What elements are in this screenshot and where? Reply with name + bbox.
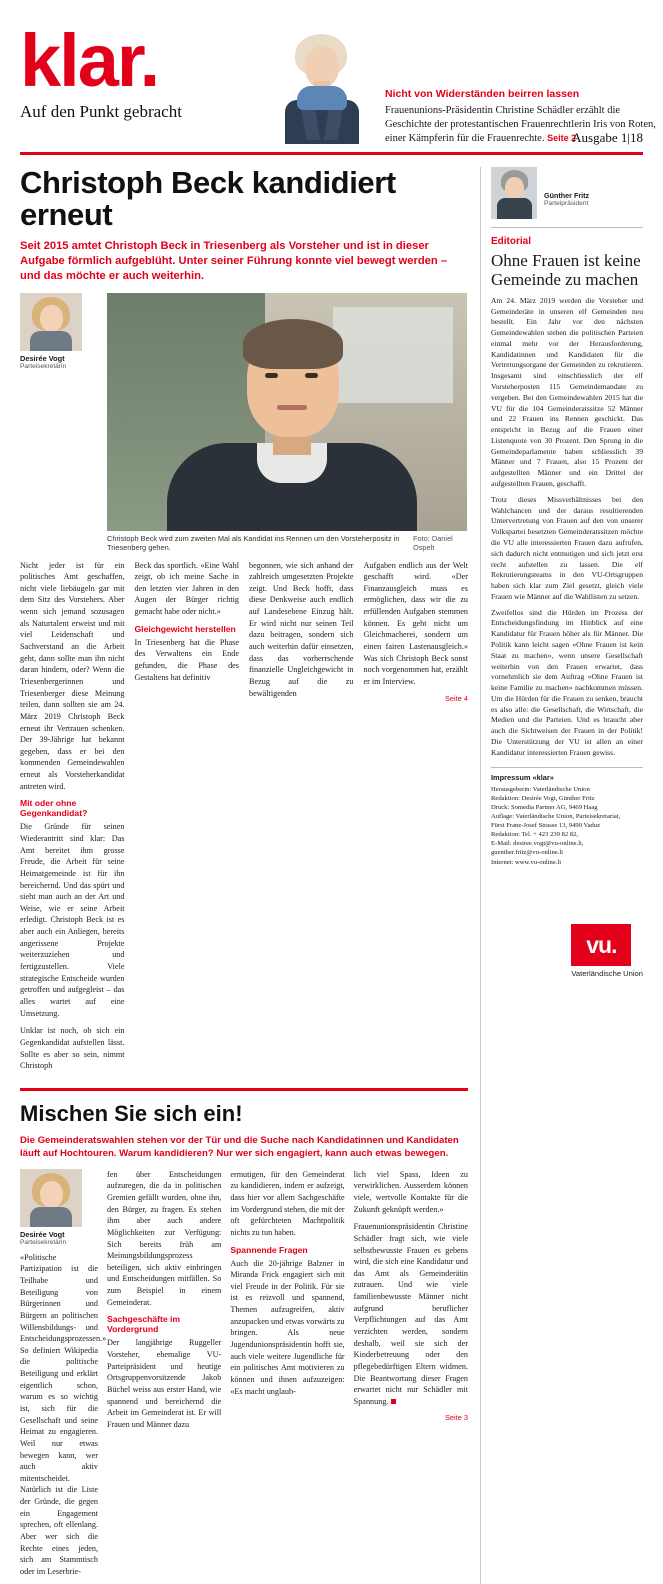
byline — [20, 1169, 98, 1246]
editorial-column — [480, 167, 643, 1584]
impressum-line[interactable]: Internet: www.vu-online.li — [491, 858, 562, 866]
main-grid — [20, 167, 643, 1584]
paragraph: Unklar ist noch, ob sich ein Gegenkandidat aufstellen lässt. Sollte es aber so sein, nimmt Christoph — [20, 1026, 125, 1071]
impressum-title: Impressum «klar» — [491, 772, 554, 782]
impressum-line[interactable]: guenther.fritz@vu-online.li — [491, 849, 563, 857]
editorial-label: Editorial — [491, 236, 532, 247]
paragraph: Der langjährige Ruggeller Vorsteher, ehemalige VU-Parteipräsident und heutige Ortsgruppenvorsitzende Jakob Büchel weiss aus erster Hand, wie spannend und bereichernd die Arbeit im Gemeinderat ist. Er will Frauen und Männer dazu — [107, 1338, 222, 1429]
impressum-line: Auflage: Vaterländische Union, Parteisekretariat, — [491, 813, 621, 821]
face-shape — [40, 305, 63, 332]
subheading: Mit oder ohne Gegenkandidat? — [20, 798, 88, 819]
photo-window-shape — [333, 307, 453, 403]
byline-photo — [20, 293, 82, 351]
paragraph — [354, 1221, 468, 1407]
editorial-author — [491, 167, 643, 221]
hero-photo-column — [107, 293, 467, 552]
continued-ref[interactable]: Seite 3 — [444, 1413, 468, 1423]
face-shape — [505, 177, 524, 199]
editorial-divider — [491, 227, 643, 228]
byline-name: Desirée Vogt — [20, 353, 65, 363]
impressum-line: Herausgeberin: Vaterländische Union — [491, 785, 590, 793]
paragraph: Trotz dieses Missverhältnisses bei den Wahlchancen und der daraus resultierenden Untervertretung von Frauen auf den von unserer Volkspartei besetzten Gemeinderatssitzen möchte die VU alle interessierten Frauen dazu aufrufen, sich dadurch nicht entmutigen und sich jetzt erst recht aufstellen zu lassen. Die elf Rekrutierungsteams in den VU-Ortsgruppen haben sich klar zum Ziel gesetzt, gleich viele Frauen wie Männer auf die Wahllisten zu setzen. — [491, 494, 643, 601]
paragraph: fen über Entscheidungen aufzuregen, die da in politischen Gremien gefällt wurden, ohne ihn, den Bürger, zu fragen. Es stehen ihm aber auch andere Möglichkeiten zur Verfügung: Sich bereits früh am Meinungsbildungsprozess beteiligen, sich aktiv einbringen und Entscheidungen mitfällen. So zum Beispiel in einem Gemeinderat. — [107, 1169, 222, 1307]
paragraph: Die Gründe für seinen Wiederantritt sind klar: Das Amt bereitet ihm grosse Freude, die Arbeit für seine Heimatgemeinde ist für ihn bereichernd. Und das spürt und sieht man auch an der Art und Weise, wie er seine Arbeit erledigt. Christoph Beck ist es aber auch ein Anliegen, bereits angerissene Projekte weiterzuziehen und fertigzustellen. Viele strategische Entscheide wurden getroffen und aufgegleist – das alles wartet auf eine Umsetzung. — [20, 822, 125, 1018]
impressum-line: Redaktion: Desirée Vogt, Günther Fritz — [491, 794, 595, 802]
body-shape — [30, 331, 72, 351]
byline-role: Parteisekretärin — [20, 362, 67, 370]
article2-column-2 — [107, 1169, 221, 1584]
masthead-divider — [20, 152, 643, 155]
impressum-divider — [491, 767, 643, 768]
paragraph: «Politische Partizipation ist die Teilhabe und Beteiligung von Bürgerinnen und Bürgern an politischen Willensbildungs- und Entscheidungsprozessen.» So definiert Wikipedia die politische Beteiligung und erklärt eigentlich schon, warum es so wichtig ist, sich für die Gesellschaft und seine Heimat zu engagieren. Weil nur etwas bewegen kann, wer auch aktiv mitentscheidet. Natürlich ist die Liste der Gründe, die gegen ein Engagement sprechen, oft ellenlang. Aber wer sich die Rechte eines jeden, sich am Stammtisch oder im Leserbrie- — [20, 1252, 107, 1576]
body-shape — [30, 1207, 72, 1227]
editorial-author-role: Parteipräsident — [544, 200, 589, 207]
article1-column-3 — [249, 560, 354, 1078]
masthead — [20, 19, 656, 146]
editorial-title: Ohne Frauen ist keine Gemeinde zu machen — [491, 251, 641, 290]
vu-logo-caption: Vaterländische Union — [571, 969, 643, 978]
footer-logo-block — [571, 916, 643, 978]
end-marker — [391, 1399, 396, 1404]
article1-column-1 — [20, 560, 125, 1078]
article2-byline-column — [20, 1169, 107, 1584]
impressum-line: Redaktion: Tel. + 423 239 82 82, — [491, 831, 579, 839]
teaser-headline: Nicht von Widerständen beirren lassen — [385, 88, 580, 100]
article2-body-columns — [20, 1169, 468, 1584]
paragraph: lich viel Spass, Ideen zu verwirklichen. Ausserdem können viele, wertvolle Kontakte für die Zukunft geknüpft werden.» — [353, 1169, 468, 1214]
byline-role: Parteisekretärin — [20, 1238, 67, 1246]
subheading: Sachgeschäfte im Vordergrund — [107, 1314, 181, 1335]
paragraph: Auch die 20-jährige Balzner in Miranda Frick engagiert sich mit viel Freude in der Politik. Für sie ist es reizvoll und spannend, Themen aufzugreifen, aktiv anzupacken und etwas vorwärts zu bringen. Als neue Jugendunionspräsidentin hofft sie, auch viele weitere Jugendliche für ein politisches Amt motivieren zu können und ihnen aufzuzeigen: «Es macht unglaub- — [230, 1258, 345, 1396]
teaser-page-ref[interactable]: Seite 2 — [547, 132, 577, 143]
subject-eye-left — [265, 373, 278, 378]
vu-logo: vu. — [571, 924, 631, 966]
paragraph-text: Frauenunionspräsidentin Christine Schädler fragt sich, wie viele selbstbewusste Frauen es gebens wird, die sich eine Kandidatur und das Amt als Gemeinderätin zutrauen. Und wie viele familienbewusste Männer nicht aufgrund beruflicher Verpflichtungen auf das Amt verzichten werden, sondern deshalb, weil sie sich der Kinderbetreuung oder den pflegebedürftigen Eltern widmen. Die Beantwortung dieser Fragen erwartet nicht nur Schädler mit Spannung. — [353, 1222, 468, 1406]
paragraph: Am 24. März 2019 werden die Vorsteher und Gemeinderäte in unseren elf Gemeinden neu bestellt. Ein Jahr vor den nächsten Gemeindewahlen stehen die politischen Parteien einmal mehr vor der Herausforderung, Kandidatinnen und Kandidaten für die Vertretungsorgane der Gemeinden zu rekrutieren. Insgesamt sind einschliesslich der elf Vorsteherposten 115 Gemeindemandate zu vergeben. Bei den Gemeindewahlen 2015 hat die VU für die 104 Gemeinderatssitze 52 Männer und 22 Frauen ins Rennen geschickt. Das entspricht in Bezug auf die Frauen einer Listenquote von 30 Prozent. Den Sprung in die Gemeindeparlamente haben schliesslich 39 Männer und 7 Frauen, also 15 Prozent der aufgestellten Männer und ein Drittel der aufgestellten Frauen, geschafft. — [491, 295, 643, 489]
article2-column-3 — [230, 1169, 344, 1584]
masthead-portrait-photo — [273, 26, 369, 144]
body-shape — [497, 198, 532, 219]
subheading: Gleichgewicht herstellen — [134, 623, 236, 634]
article2 — [20, 1101, 468, 1584]
photo-caption — [107, 534, 467, 552]
article-headline-second: Mischen Sie sich ein! — [20, 1100, 243, 1126]
paragraph: Zweifellos sind die Hürden im Prozess der Entscheidungsfindung im Hinblick auf eine Kandidatur für Frauen höher als für Männer. Die Politik kann leicht sagen «Ohne Frauen ist kein Staat zu machen», wenn unsere Gesellschaft weiterhin von den Frauen erwartet, dass vornehmlich sie dem Auftrag «Ohne Frauen ist keine Familie zu machen» nachkommen müssen. Um die Hürden für die Frauen zu senken, braucht es also alle: die Gesellschaft, die Wirtschaft, die Medien und die Parteien. Und es braucht aber auch die Sichtweisen der Frauen in der Politik! Die Unterstützung der VU ist allen an einer Kandidatur interessierten Frauen gewiss. — [491, 607, 643, 757]
article1-column-4 — [364, 560, 469, 1078]
impressum-line: Druck: Somedia Partner AG, 9469 Haag — [491, 803, 598, 811]
teaser-text-span: Frauenunions-Präsidentin Christine Schädler erzählt die Geschichte der protestantischen Frauenrechtlerin Iris von Roten, einer Kämpferin für die Frauenrechte. — [385, 105, 656, 144]
impressum — [491, 773, 643, 867]
impressum-line[interactable]: E-Mail: desiree.vogt@vu-online.li, — [491, 840, 584, 848]
paragraph: Nicht jeder ist für ein politisches Amt geschaffen, nicht viele liebäugeln gar mit dem Sitz des Vorstehers. Aber wenn sich jemand sozusagen als Naturtalent erweist und mit viel Leidenschaft und Sachverstand an die Arbeit geht, dann sollte man ihn nicht daran hindern, oder? Wenn die Triesenbergerinnen und Triesenberger diese Meinung teilen, dann sollten sie am 24. März 2019 Christoph Beck erneut ihr Vertrauen schenken. Der 39-Jährige hat bekannt gegeben, dass er bei den kommenden Gemeindewahlen erneut als Vorsteherkandidat antreten wird. — [20, 560, 125, 791]
article-lead-second: Die Gemeinderatswahlen stehen vor der Tür und die Suche nach Kandidatinnen und Kandidaten läuft auf Hochtouren. Warum kandidieren? Nur wer sich engagiert, kann auch etwas bewegen. — [20, 1134, 459, 1160]
face-shape — [40, 1181, 63, 1208]
article2-column-4 — [354, 1169, 468, 1584]
article-lead-main: Seit 2015 amtet Christoph Beck in Triesenberg als Vorsteher und ist in dieser Aufgabe förmlich aufgeblüht. Unter seiner Führung konnte viel bewegt werden – und das möchte er auch weiterhin. — [20, 239, 448, 283]
byline-photo — [20, 1169, 82, 1227]
editorial-author-name: Günther Fritz — [544, 191, 590, 200]
paragraph: begonnen, wie sich anhand der zahlreich umgesetzten Projekte zeigt. Und Beck hofft, dass diese Denkweise auch endlich auf Landesebene Einzug hält. Er wird nicht nur seinen Teil dazu beitragen, sondern sich auch weiterhin dafür einsetzen, dass das vorherrschende finanzielle Ungleichgewicht in Bezug auf die zu bewältigenden — [249, 560, 354, 698]
scarf-shape — [297, 86, 347, 110]
section-divider — [20, 1088, 468, 1091]
main-content-column — [20, 167, 468, 1584]
byline-column — [20, 293, 98, 552]
paragraph: ermutigen, für den Gemeinderat zu kandidieren, indem er aufzeigt, dass hier vor allem Sachgeschäfte im Vordergrund stehen, die mit der oft gefürchteten Machtpolitik nichts zu tun haben. — [230, 1169, 345, 1237]
issue-number: Ausgabe 1|18 — [572, 130, 643, 145]
paragraph: In Triesenberg hat die Phase des Verwaltens ein Ende gefunden, die Phase des Gestaltens hat definitiv — [134, 637, 239, 682]
paragraph: Beck das sportlich. «Eine Wahl zeigt, ob ich meine Sache in den letzten vier Jahren in den Augen der Bürger richtig gemacht habe oder nicht.» — [134, 560, 239, 617]
article-headline-main: Christoph Beck kandidiert erneut — [20, 165, 396, 232]
photo-credit: Foto: Daniel Ospelt — [412, 533, 453, 552]
continued-ref[interactable]: Seite 4 — [444, 693, 468, 703]
byline — [20, 293, 98, 370]
subheading: Spannende Fragen — [230, 1244, 308, 1255]
article1-body-columns — [20, 560, 468, 1078]
impressum-line: Fürst Franz-Josef Strasse 13, 9490 Vaduz — [491, 822, 601, 830]
publication-logo: klar. — [20, 19, 159, 102]
editorial-author-photo — [491, 167, 537, 219]
subject-hair — [243, 319, 343, 369]
portrait-illustration — [273, 26, 369, 144]
article-top-block — [20, 293, 468, 552]
subject-mouth — [277, 405, 307, 410]
subject-eye-right — [305, 373, 318, 378]
publication-tagline: Auf den Punkt gebracht — [20, 102, 182, 122]
byline-name: Desirée Vogt — [20, 1229, 65, 1239]
hero-photo — [107, 293, 467, 531]
photo-caption-text: Christoph Beck wird zum zweiten Mal als Kandidat ins Rennen um den Vorsteherpositz in Triesenberg gehen. — [107, 533, 400, 552]
paragraph: Aufgaben endlich aus der Welt geschafft wird. «Der Finanzausgleich muss es ermöglichen, dass wir die zu erfüllenden Aufgaben stemmen können. Es geht nicht um Gleichmacherei, sondern um einen fairen Lastenausgleich.» Was sich Christoph Beck sonst noch vorgenommen hat, erzählt er im Interview. — [363, 560, 468, 686]
article1-column-2 — [135, 560, 240, 1078]
